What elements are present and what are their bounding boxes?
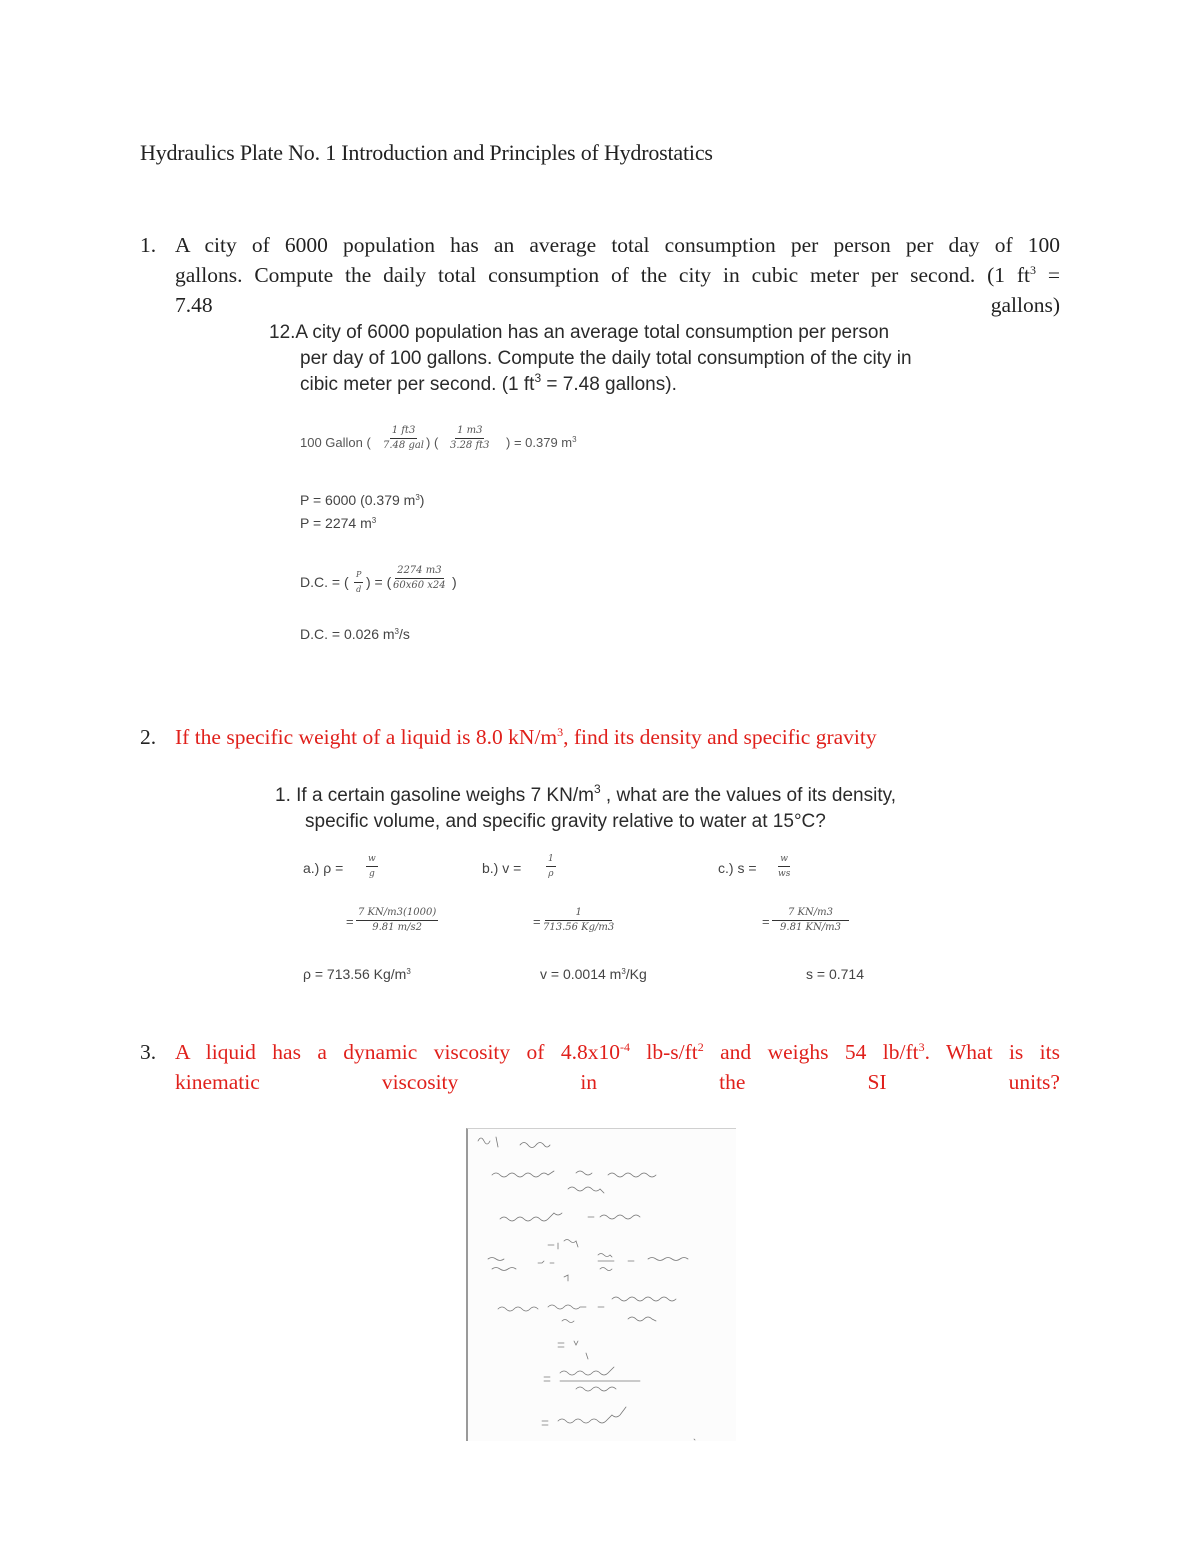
conversion-lhs: 100 Gallon ( bbox=[300, 435, 371, 450]
solution-problem-line: specific volume, and specific gravity relative to water at 15°C? bbox=[305, 811, 826, 832]
dc-lhs: D.C. = ( bbox=[300, 574, 349, 590]
question-text-line: A liquid has a dynamic viscosity of $4.8x10^{-4}$ $lb-s/ft^2$ and weighs 54 $lb/ft^3$. What is its bbox=[175, 1040, 1060, 1064]
density-formula-fraction: $\frac{w}{g}$ bbox=[368, 854, 376, 879]
density-formula-label: a.) ρ = bbox=[303, 860, 344, 876]
solution-problem-line: 1. If a certain gasoline weighs 7 $KN/m^3$ , what are the values of its density, bbox=[275, 782, 896, 806]
page-title: Hydraulics Plate No. 1 Introduction and Principles of Hydrostatics bbox=[140, 140, 713, 165]
specific-gravity-calc: $\frac{7 KN/m3}{9.81 KN/m3}$ bbox=[772, 906, 849, 935]
solution-problem-line: cibic meter per second. (1 $ft^3 = 7.48$ gallons). bbox=[300, 371, 677, 395]
conversion-rhs: ) = 0.379 $m^3$ bbox=[506, 435, 577, 450]
density-calc: $\frac{7 KN/m3(1000)}{9.81 m/s2}$ bbox=[358, 907, 437, 933]
handwriting-scribbles bbox=[468, 1129, 736, 1441]
solution-image-1: 12.A city of 6000 population has an average total consumption per person per day of 100 gallons. Compute the daily total consumption of the city in cibic meter per second. (1 $ft^3 = 7.48$ gallons). 100 Gallon ( 1 ft3 7.48 gal ) ( $\frac{1 m3}{3.28 ft3}$ ) = 0.379 $m^3$ P = 6000 (0.379 $m^3$) P = 2274 $m^3$ D.C. = ( $\frac{P}{d}$ ) = ( $\frac{2274 m3}{60x60 x24}$ ) D.C. = 0.026 $m^3/s$ bbox=[260, 318, 960, 658]
specific-gravity-result: s = 0.714 bbox=[806, 966, 864, 982]
dc-fraction: $\frac{P}{d}$ bbox=[356, 570, 362, 594]
solution-step: P = 6000 (0.379 $m^3$) bbox=[300, 492, 425, 508]
conversion-fraction: 1 ft3 7.48 gal bbox=[383, 425, 425, 451]
question-number: 3. bbox=[140, 1040, 157, 1064]
question-1 bbox=[140, 230, 1060, 320]
handwritten-solution-scan bbox=[466, 1128, 736, 1441]
question-text-line: kinematic viscosity in the SI units? bbox=[175, 1070, 1060, 1094]
conversion-fraction: $\frac{1 m3}{3.28 ft3}$ bbox=[450, 425, 490, 451]
solution-problem-line: per day of 100 gallons. Compute the daily total consumption of the city in bbox=[300, 348, 912, 369]
question-number: 1. bbox=[140, 233, 157, 257]
question-3 bbox=[140, 1037, 1060, 1097]
specific-volume-calc: $\frac{1}{713.56 Kg/m3}$ bbox=[543, 907, 615, 933]
question-text-line: 7.48 gallons) bbox=[175, 293, 1060, 317]
specific-gravity-formula-fraction: $\frac{w}{ws}$ bbox=[778, 854, 791, 879]
specific-volume-formula-label: b.) v = bbox=[482, 860, 522, 876]
dc-fraction: $\frac{2274 m3}{60x60 x24}$ bbox=[393, 565, 446, 591]
question-text-line: A city of 6000 population has an average total consumption per person per day of 100 bbox=[175, 233, 1060, 257]
solution-image-2: 1. If a certain gasoline weighs 7 $KN/m^3$ , what are the values of its density, specific volume, and specific gravity relative to water at 15°C? a.) ρ = $\frac{w}{g}$ b.) v = $\frac{1}{\rho}$ c.) s = $\frac{w}{ws}$ = $\frac{7 KN/m3(1000)}{9.81 m/s2}$ = $\frac{1}{713.56 Kg/m3}$ = $\frac{7 KN/m3}{9.81 KN/m3}$ ρ = 713.56 $Kg/m^3$ v = 0.0014 $m^3/Kg$ s = 0.714 bbox=[270, 780, 910, 1000]
specific-volume-result: v = 0.0014 $m^3/Kg$ bbox=[540, 966, 647, 982]
question-text-line: gallons. Compute the daily total consumption of the city in cubic meter per second. (1 $ft^3$ = bbox=[175, 263, 1060, 287]
dc-result: D.C. = 0.026 $m^3/s$ bbox=[300, 626, 410, 642]
specific-gravity-formula-label: c.) s = bbox=[718, 860, 757, 876]
solution-problem-line: 12.A city of 6000 population has an average total consumption per person bbox=[269, 322, 890, 343]
specific-volume-formula-fraction: $\frac{1}{\rho}$ bbox=[548, 854, 554, 879]
question-number: 2. bbox=[140, 725, 157, 749]
solution-step: P = 2274 $m^3$ bbox=[300, 515, 377, 531]
density-result: ρ = 713.56 $Kg/m^3$ bbox=[303, 966, 411, 982]
question-2: 2. If the specific weight of a liquid is 8.0 $kN/m^3$, find its density and specific gravity bbox=[140, 722, 1060, 752]
